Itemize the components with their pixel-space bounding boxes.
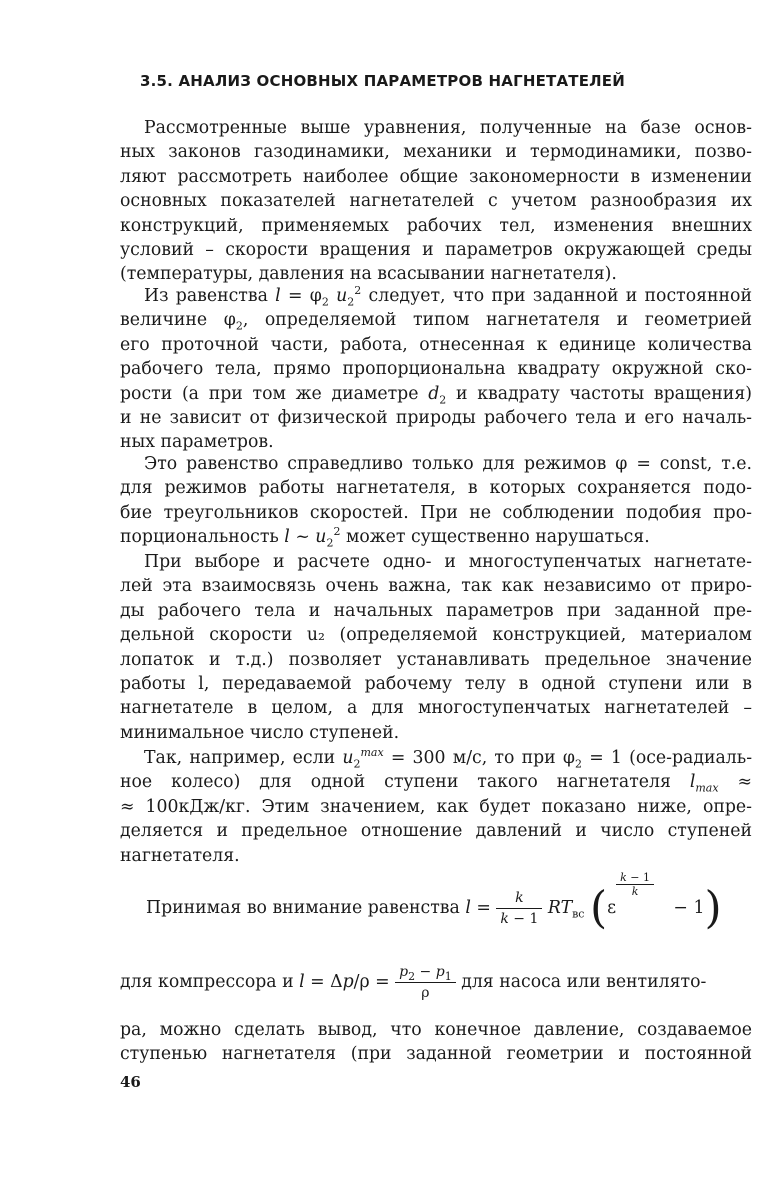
text-line: порциональность l ~ $u_2^2$ может существенно нарушаться. [120,525,650,550]
text-line: (температуры, давления на всасывании нагнетателя). [120,264,617,285]
text-line: лопаток и т.д.) позволяет устанавливать предельное значение [120,649,752,670]
text-line: Так, например, если $u_2^{max} = 300$ м/с, то при $\varphi_2 = 1$ (осе-радиаль- [144,746,753,771]
formula-lead-text: Принимая во внимание равенства [146,898,460,918]
section-heading: 3.5. АНАЛИЗ ОСНОВНЫХ ПАРАМЕТРОВ НАГНЕТАТЕЛЕЙ [140,72,626,90]
text-line: ступенью нагнетателя (при заданной геометрии и постоянной [120,1044,752,1065]
text-line: ных параметров. [120,432,274,453]
text-line: для режимов работы нагнетателя, в которых сохраняется подо- [120,478,752,499]
formula-tail-text: для насоса или вентилято- [461,972,707,992]
page-number: 46 [120,1073,141,1091]
text-line: ляют рассмотреть наиболее общие закономерности в изменении [120,166,752,187]
formula-lead-text: для компрессора и [120,972,294,992]
text-line: Это равенство справедливо только для режимов φ = const, т.е. [144,454,753,474]
formula-pump: для компрессора и l = Δp/ρ = $\frac{p_2 - p_1}{\rho}$ для насоса или вентилято- [120,964,707,1001]
text-line: дельной скорости u₂ (определяемой конструкцией, материалом [120,625,752,646]
text-line: лей эта взаимосвязь очень важна, так как независимо от приро- [120,576,752,597]
paragraph-stages [120,550,752,745]
text-line: ных законов газодинамики, механики и термодинамики, позво- [120,142,752,163]
paragraph-conclusion [120,1018,752,1067]
text-line: его проточной части, работа, отнесенная к единице количества [120,334,752,355]
text-line: ≈ 100кДж/кг. Этим значением, как будет показано ниже, опре- [120,796,752,817]
text-line: условий – скорости вращения и параметров окружающей среды [120,240,752,261]
text-line: ное колесо) для одной ступени такого нагнетателя $l_{max}$ ≈ [120,772,752,795]
text-line: Рассмотренные выше уравнения, полученные на базе основ- [144,118,752,138]
text-line: Из равенства $l = \varphi_2$ $u_2^2$ следует, что при заданной и постоянной [144,284,752,309]
fraction-pressure: $\frac{p_2 - p_1}{\rho}$ [395,962,456,1003]
text-line: основных показателей нагнетателей с учетом разнообразия их [120,191,752,212]
text-line: рабочего тела, прямо пропорциональна квадрату окружной ско- [120,359,752,380]
text-line: При выборе и расчете одно- и многоступенчатых нагнетате- [144,552,752,572]
text-line: работы l, передаваемой рабочему телу в одной ступени или в [120,674,752,695]
paragraph-intro [120,116,752,287]
text-line: рости (а при том же диаметре $d_2$ и квадрату частоты вращения) [120,383,752,407]
text-line: деляется и предельное отношение давлений и число ступеней [120,821,752,842]
paragraph-similarity [120,452,752,550]
text-line: величине $\varphi_2$, определяемой типом нагнетателя и геометрией [120,310,752,333]
text-line: минимальное число ступеней. [120,722,400,743]
text-line: нагнетателя. [120,845,240,866]
text-line: ра, можно сделать вывод, что конечное давление, создаваемое [120,1020,752,1040]
text-line: нагнетателе в целом, а для многоступенчатых нагнетателей – [120,698,752,719]
formula-compressor: Принимая во внимание равенства l = $\frac{k}{k - 1}$ $RT_{вс}$ (ε $^{\frac{k - 1}{k}}$ − 1) [120,888,760,929]
paragraph-work-equation [120,284,752,455]
text-line: конструкций, применяемых рабочих тел, изменения внешних [120,215,752,236]
text-line: и не зависит от физической природы рабочего тела и его началь- [120,408,752,429]
fraction-k: $\frac{k}{k - 1}$ [496,888,542,929]
paragraph-example [120,746,752,868]
text-line: ды рабочего тела и начальных параметров при заданной пре- [120,600,752,621]
text-line: бие треугольников скоростей. При не соблюдении подобия про- [120,502,752,523]
